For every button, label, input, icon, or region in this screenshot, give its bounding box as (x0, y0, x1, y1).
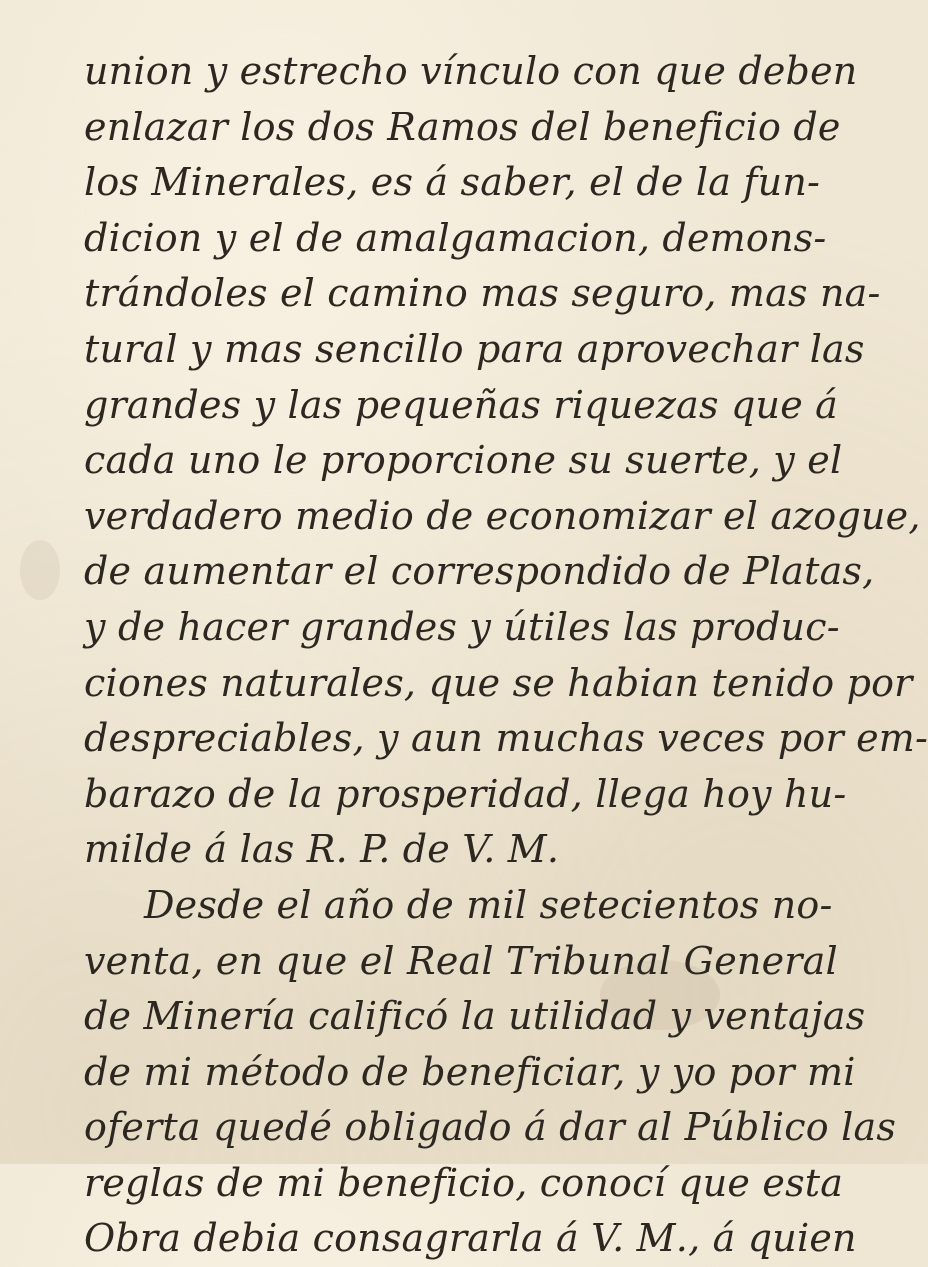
text-line: despreciables, y aun muchas veces por em- (84, 716, 928, 761)
text-line: grandes y las pequeñas riquezas que á (84, 382, 839, 427)
text-line: y de hacer grandes y útiles las produc- (84, 604, 840, 649)
text-line: trándoles el camino mas seguro, mas na- (84, 271, 881, 316)
text-line: union y estrecho vínculo con que deben (84, 49, 858, 93)
text-line: cada uno le proporcione su suerte, y el (84, 438, 843, 483)
text-line: milde á las R. P. de V. M. (84, 827, 560, 872)
text-line: verdadero medio de economizar el azogue, (84, 493, 921, 538)
page-text (84, 44, 928, 1267)
text-line: de Minería calificó la utilidad y ventajas (84, 994, 866, 1039)
text-line: dicion y el de amalgamacion, demons- (84, 215, 827, 260)
text-line: ciones naturales, que se habian tenido por (84, 660, 913, 705)
text-line: de mi método de beneficiar, y yo por mi (84, 1049, 856, 1094)
paragraph-start-line: Desde el año de mil setecientos no- (144, 882, 833, 927)
text-line: tural y mas sencillo para aprovechar las (84, 326, 865, 371)
paper-stain (20, 540, 60, 600)
text-line: Obra debia consagrarla á V. M., á quien (84, 1216, 857, 1261)
text-line: enlazar los dos Ramos del beneficio de (84, 104, 841, 149)
text-line: reglas de mi beneficio, conocí que esta (84, 1160, 844, 1205)
text-line: venta, en que el Real Tribunal General (84, 938, 838, 983)
text-line: oferta quedé obligado á dar al Público las (84, 1105, 897, 1150)
text-line: los Minerales, es á saber, el de la fun- (84, 160, 821, 205)
text-line: de aumentar el correspondido de Platas, (84, 549, 875, 594)
text-line: barazo de la prosperidad, llega hoy hu- (84, 771, 847, 816)
